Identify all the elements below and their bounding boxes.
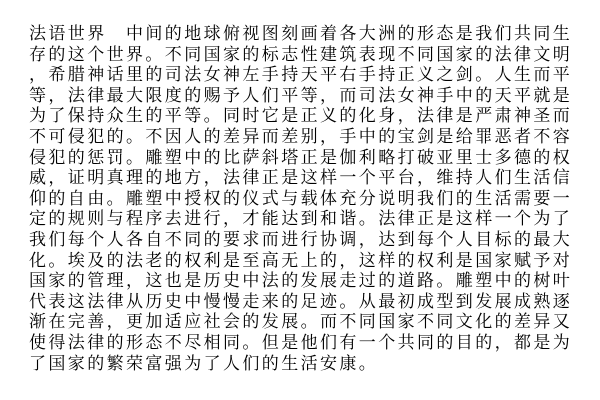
text-line: 渐在完善，更加适应社会的发展。而不同国家不同文化的差异又 bbox=[29, 312, 573, 333]
text-line: 侵犯的惩罚。雕塑中的比萨斜塔正是伽利略打破亚里士多德的权 bbox=[29, 147, 573, 168]
text-line: 定的规则与程序去进行，才能达到和谐。法律正是这样一个为了 bbox=[29, 209, 573, 230]
text-line: 代表这法律从历史中慢慢走来的足迹。从最初成型到发展成熟逐 bbox=[29, 291, 573, 312]
text-line: 了国家的繁荣富强为了人们的生活安康。 bbox=[29, 353, 379, 374]
text-line: ，希腊神话里的司法女神左手持天平右手持正义之剑。人生而平 bbox=[29, 65, 573, 86]
text-line: 威，证明真理的地方，法律正是这样一个平台，维持人们生活信 bbox=[29, 168, 573, 189]
text-line: 法语世界 中间的地球俯视图刻画着各大洲的形态是我们共同生 bbox=[29, 24, 573, 44]
text-line: 国家的管理，这也是历史中法的发展走过的道路。雕塑中的树叶 bbox=[29, 271, 573, 292]
paragraph-law-world bbox=[29, 24, 576, 374]
text-line: 我们每个人各自不同的要求而进行协调，达到每个人目标的最大 bbox=[29, 229, 573, 250]
text-line: 化。埃及的法老的权利是至高无上的，这样的权利是国家赋予对 bbox=[29, 250, 573, 271]
text-line: 仰的自由。雕塑中授权的仪式与载体充分说明我们的生活需要一 bbox=[29, 188, 573, 209]
text-line: 使得法律的形态不尽相同。但是他们有一个共同的目的，都是为 bbox=[29, 332, 573, 353]
text-line: 不可侵犯的。不因人的差异而差别，手中的宝剑是给罪恶者不容 bbox=[29, 126, 573, 147]
text-line: 为了保持众生的平等。同时它是正义的化身，法律是严肃神圣而 bbox=[29, 106, 573, 127]
text-line: 等，法律最大限度的赐予人们平等，而司法女神手中的天平就是 bbox=[29, 85, 573, 106]
text-line: 存的这个世界。不同国家的标志性建筑表现不同国家的法律文明 bbox=[29, 44, 573, 65]
